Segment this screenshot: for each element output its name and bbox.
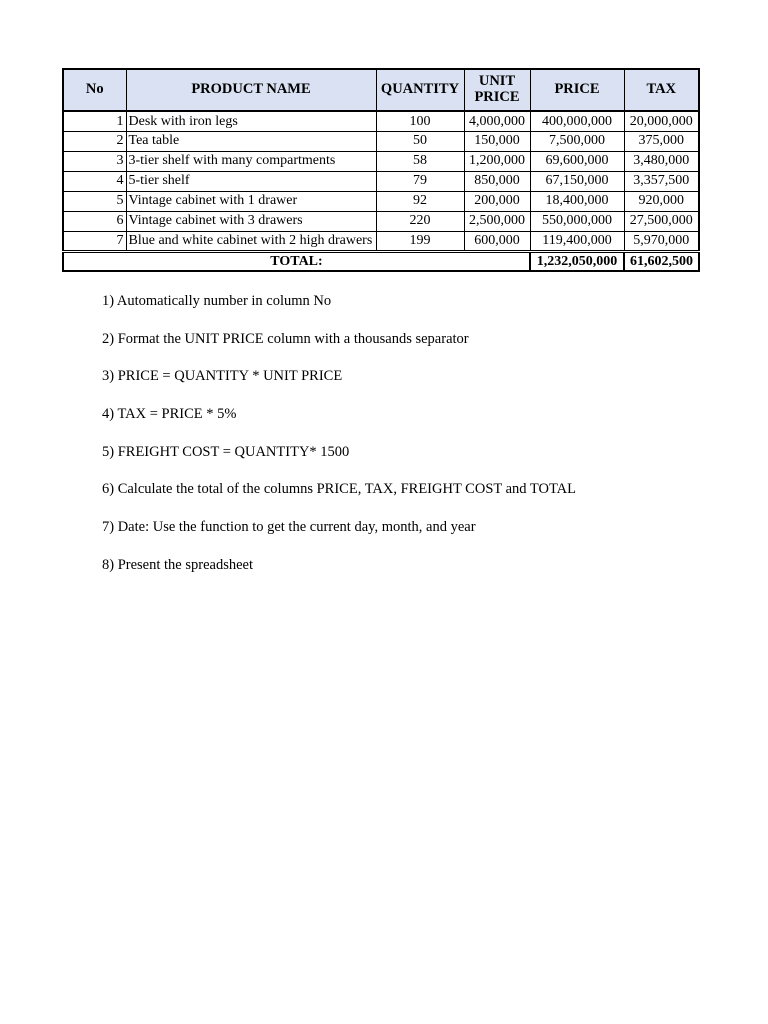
cell-price[interactable]: 550,000,000	[530, 211, 624, 231]
cell-quantity[interactable]: 79	[376, 171, 464, 191]
instruction-item: 8) Present the spreadsheet	[102, 556, 253, 573]
header-tax[interactable]: TAX	[624, 69, 699, 111]
instruction-item: 3) PRICE = QUANTITY * UNIT PRICE	[102, 368, 343, 385]
cell-no[interactable]: 7	[63, 231, 126, 251]
cell-unit-price[interactable]: 600,000	[464, 231, 530, 251]
cell-tax[interactable]: 3,357,500	[624, 171, 699, 191]
table-row	[63, 231, 699, 251]
table-row	[63, 171, 699, 191]
cell-quantity[interactable]: 92	[376, 191, 464, 211]
header-no[interactable]: No	[63, 69, 126, 111]
cell-tax[interactable]: 5,970,000	[624, 231, 699, 251]
table-row	[63, 111, 699, 131]
instructions-list	[102, 290, 576, 592]
cell-tax[interactable]: 20,000,000	[624, 111, 699, 131]
total-price[interactable]: 1,232,050,000	[530, 251, 624, 271]
total-row	[63, 251, 699, 271]
cell-price[interactable]: 7,500,000	[530, 131, 624, 151]
cell-product-name[interactable]: Vintage cabinet with 1 drawer	[126, 191, 376, 211]
cell-quantity[interactable]: 50	[376, 131, 464, 151]
cell-no[interactable]: 3	[63, 151, 126, 171]
table-row	[63, 191, 699, 211]
instruction-item: 6) Calculate the total of the columns PRICE, TAX, FREIGHT COST and TOTAL	[102, 481, 576, 498]
cell-product-name[interactable]: 5-tier shelf	[126, 171, 376, 191]
instruction-item: 7) Date: Use the function to get the current day, month, and year	[102, 519, 476, 536]
table-header-row	[63, 69, 699, 111]
cell-quantity[interactable]: 58	[376, 151, 464, 171]
cell-tax[interactable]: 3,480,000	[624, 151, 699, 171]
instruction-item: 5) FREIGHT COST = QUANTITY* 1500	[102, 443, 350, 460]
cell-tax[interactable]: 27,500,000	[624, 211, 699, 231]
cell-product-name[interactable]: Tea table	[126, 131, 376, 151]
cell-unit-price[interactable]: 2,500,000	[464, 211, 530, 231]
cell-no[interactable]: 2	[63, 131, 126, 151]
table-row	[63, 211, 699, 231]
total-label[interactable]: TOTAL:	[63, 251, 530, 271]
cell-no[interactable]: 4	[63, 171, 126, 191]
product-table	[62, 68, 700, 272]
cell-unit-price[interactable]: 4,000,000	[464, 111, 530, 131]
header-product-name[interactable]: PRODUCT NAME	[126, 69, 376, 111]
cell-price[interactable]: 400,000,000	[530, 111, 624, 131]
cell-product-name[interactable]: Desk with iron legs	[126, 111, 376, 131]
cell-no[interactable]: 6	[63, 211, 126, 231]
cell-unit-price[interactable]: 150,000	[464, 131, 530, 151]
cell-price[interactable]: 18,400,000	[530, 191, 624, 211]
cell-quantity[interactable]: 220	[376, 211, 464, 231]
instruction-item: 4) TAX = PRICE * 5%	[102, 406, 237, 423]
cell-no[interactable]: 5	[63, 191, 126, 211]
cell-tax[interactable]: 920,000	[624, 191, 699, 211]
cell-product-name[interactable]: 3-tier shelf with many compartments	[126, 151, 376, 171]
cell-unit-price[interactable]: 1,200,000	[464, 151, 530, 171]
instruction-item: 1) Automatically number in column No	[102, 293, 332, 309]
cell-price[interactable]: 119,400,000	[530, 231, 624, 251]
cell-price[interactable]: 69,600,000	[530, 151, 624, 171]
cell-unit-price[interactable]: 850,000	[464, 171, 530, 191]
cell-product-name[interactable]: Vintage cabinet with 3 drawers	[126, 211, 376, 231]
cell-tax[interactable]: 375,000	[624, 131, 699, 151]
cell-quantity[interactable]: 100	[376, 111, 464, 131]
cell-no[interactable]: 1	[63, 111, 126, 131]
cell-product-name[interactable]: Blue and white cabinet with 2 high drawers	[126, 231, 376, 251]
table-row	[63, 131, 699, 151]
table-row	[63, 151, 699, 171]
header-quantity[interactable]: QUANTITY	[376, 69, 464, 111]
cell-quantity[interactable]: 199	[376, 231, 464, 251]
total-tax[interactable]: 61,602,500	[624, 251, 699, 271]
header-unit-price[interactable]: UNIT PRICE	[464, 69, 530, 111]
cell-unit-price[interactable]: 200,000	[464, 191, 530, 211]
instruction-item: 2) Format the UNIT PRICE column with a thousands separator	[102, 330, 469, 347]
cell-price[interactable]: 67,150,000	[530, 171, 624, 191]
header-price[interactable]: PRICE	[530, 69, 624, 111]
